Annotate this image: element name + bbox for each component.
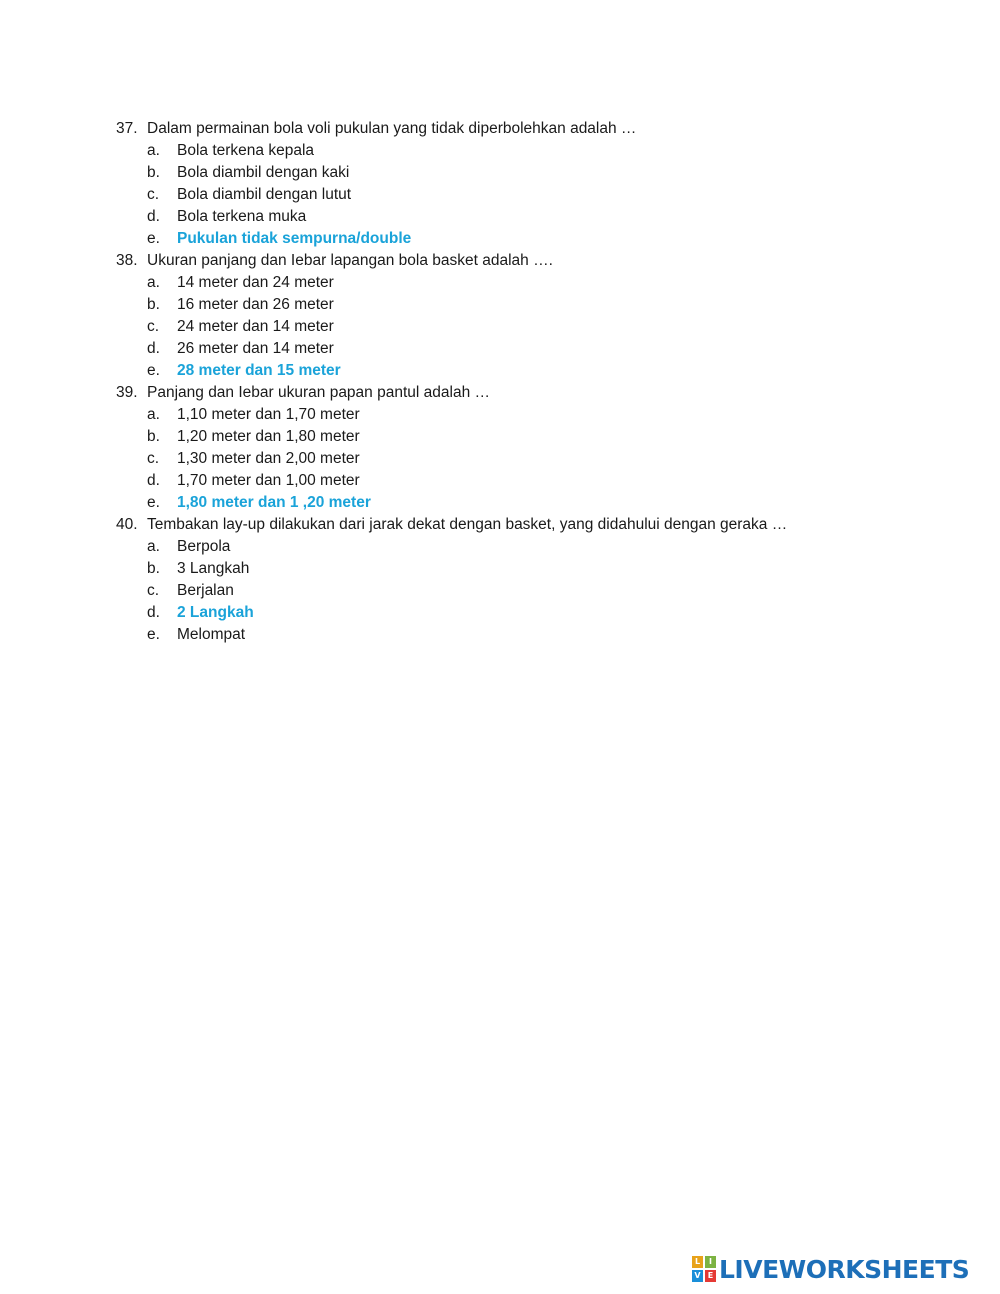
option-text: 1,20 meter dan 1,80 meter [177,428,360,445]
option-b [116,294,876,316]
option-d [116,206,876,228]
worksheet [116,118,876,646]
logo-tile: E [705,1270,716,1282]
question-stem [116,382,876,404]
option-text: Bola diambil dengan kaki [177,164,350,181]
option-b [116,426,876,448]
option-text: Berjalan [177,582,234,599]
option-letter: c. [147,450,160,467]
option-letter: b. [147,164,160,181]
liveworksheets-watermark [692,1255,969,1283]
option-d [116,470,876,492]
question-number: 40. [116,516,138,533]
question-40 [116,514,876,646]
option-c [116,316,876,338]
option-text: 26 meter dan 14 meter [177,340,334,357]
option-d [116,602,876,624]
correct-answer-text: Pukulan tidak sempurna/double [177,230,412,247]
option-c [116,184,876,206]
option-a [116,404,876,426]
option-e [116,624,876,646]
option-letter: d. [147,208,160,225]
question-number: 39. [116,384,138,401]
question-text: Ukuran panjang dan Iebar lapangan bola basket adalah …. [147,252,553,269]
question-stem [116,514,876,536]
option-text: 1,70 meter dan 1,00 meter [177,472,360,489]
option-text: 3 Langkah [177,560,250,577]
option-letter: b. [147,428,160,445]
option-a [116,140,876,162]
option-letter: c. [147,318,160,335]
option-text: Bola diambil dengan lutut [177,186,352,203]
live-logo-icon [692,1256,716,1282]
option-letter: d. [147,340,160,357]
option-letter: b. [147,560,160,577]
option-text: 14 meter dan 24 meter [177,274,334,291]
question-38 [116,250,876,382]
option-b [116,558,876,580]
question-stem [116,250,876,272]
option-text: Bola terkena muka [177,208,307,225]
option-text: 1,10 meter dan 1,70 meter [177,406,360,423]
option-e [116,228,876,250]
option-letter: c. [147,186,160,203]
option-letter: d. [147,604,160,621]
option-text: Bola terkena kepala [177,142,315,159]
question-text: Dalam permainan bola voli pukulan yang tidak diperbolehkan adalah … [147,120,637,137]
logo-tile: I [705,1256,716,1268]
option-text: Berpola [177,538,231,555]
question-text: Panjang dan Iebar ukuran papan pantul adalah … [147,384,490,401]
question-37 [116,118,876,250]
option-letter: d. [147,472,160,489]
option-letter: c. [147,582,160,599]
option-text: 24 meter dan 14 meter [177,318,334,335]
option-a [116,536,876,558]
logo-tile: L [692,1256,703,1268]
brand-name: LIVEWORKSHEETS [719,1254,970,1284]
option-e [116,492,876,514]
correct-answer-text: 1,80 meter dan 1 ,20 meter [177,494,371,511]
question-number: 38. [116,252,138,269]
option-c [116,448,876,470]
question-text: Tembakan lay-up dilakukan dari jarak dekat dengan basket, yang didahului dengan geraka … [147,516,788,533]
option-c [116,580,876,602]
option-text: 16 meter dan 26 meter [177,296,334,313]
option-letter: e. [147,494,160,511]
option-b [116,162,876,184]
option-e [116,360,876,382]
option-letter: b. [147,296,160,313]
question-stem [116,118,876,140]
option-letter: a. [147,406,160,423]
correct-answer-text: 2 Langkah [177,604,254,621]
logo-tile: V [692,1270,703,1282]
option-text: 1,30 meter dan 2,00 meter [177,450,360,467]
question-number: 37. [116,120,138,137]
option-d [116,338,876,360]
option-letter: e. [147,230,160,247]
correct-answer-text: 28 meter dan 15 meter [177,362,341,379]
option-letter: a. [147,274,160,291]
option-letter: a. [147,538,160,555]
option-text: Melompat [177,626,246,643]
option-letter: e. [147,626,160,643]
option-a [116,272,876,294]
option-letter: e. [147,362,160,379]
question-39 [116,382,876,514]
option-letter: a. [147,142,160,159]
